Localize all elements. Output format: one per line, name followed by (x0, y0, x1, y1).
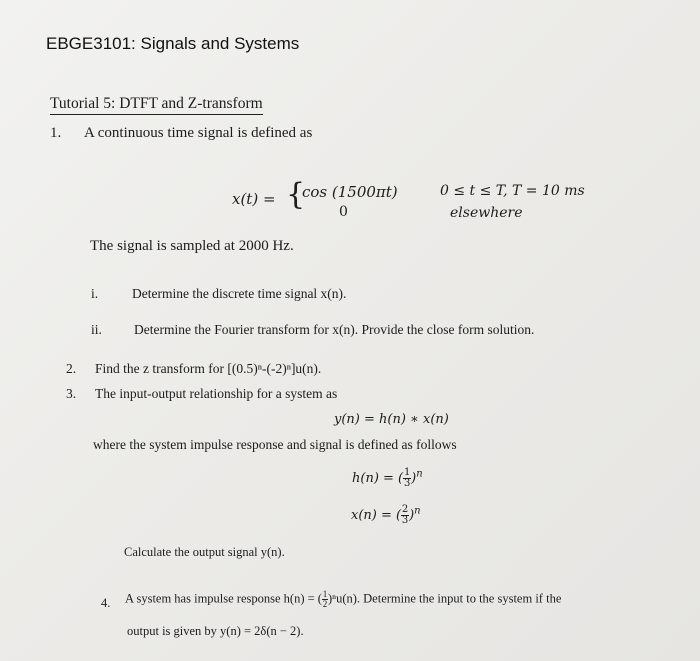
q1-equation-lhs: x(t) = (232, 190, 276, 208)
q1-sub-i-label: i. (91, 286, 99, 301)
q1-text: A continuous time signal is defined as (84, 125, 313, 141)
q2-number: 2. (66, 361, 77, 376)
q4-line2: output is given by y(n) = 2δ(n − 2). (127, 624, 304, 638)
q4-frac-denominator: 2 (322, 599, 328, 609)
q3-calc-text: Calculate the output signal y(n). (124, 545, 285, 559)
q3-x-exponent: n (414, 505, 421, 517)
q3-h-lhs: h(n) = ( (352, 471, 404, 486)
q3-defined-text: where the system impulse response and signal is defined as follows (93, 437, 457, 452)
q4-frac-numerator: 1 (322, 589, 328, 599)
q2-text: Find the z transform for [(0.5)ⁿ-(-2)ⁿ]u(n). (95, 361, 322, 376)
q3-x-equation (351, 505, 421, 526)
q1-case1-expr: cos (1500πt) (302, 183, 398, 201)
q4-number: 4. (101, 596, 111, 610)
q1-brace: { (286, 177, 306, 212)
q3-h-numerator: 1 (403, 467, 411, 478)
q3-x-rhs: ) (409, 508, 415, 523)
q3-equation: y(n) = h(n) ∗ x(n) (334, 412, 449, 427)
q3-x-denominator: 3 (401, 515, 409, 526)
q3-number: 3. (66, 386, 77, 401)
q3-x-numerator: 2 (401, 504, 409, 515)
q3-text: The input-output relationship for a system as (95, 386, 338, 401)
q3-x-lhs: x(n) = ( (351, 508, 402, 523)
q3-h-equation (352, 468, 423, 489)
q1-sub-i-text: Determine the discrete time signal x(n). (132, 286, 347, 301)
q4-line1-pre: A system has impulse response h(n) = ( (125, 591, 322, 606)
q4-line1-post: )ⁿu(n). Determine the input to the system if the (327, 591, 562, 606)
tutorial-title: Tutorial 5: DTFT and Z-transform (50, 95, 263, 115)
q3-h-rhs: ) (411, 471, 417, 486)
q1-case2-expr: 0 (339, 204, 348, 220)
q1-case1-cond: 0 ≤ t ≤ T, T = 10 ms (440, 183, 585, 199)
q4-line1 (125, 590, 561, 609)
q1-sub-ii-text: Determine the Fourier transform for x(n). Provide the close form solution. (134, 322, 535, 337)
q1-sub-ii-label: ii. (91, 322, 102, 337)
q3-h-exponent: n (416, 468, 423, 480)
q1-number: 1. (50, 125, 62, 141)
q1-case2-cond: elsewhere (450, 205, 523, 221)
q1-sampling-text: The signal is sampled at 2000 Hz. (90, 238, 294, 254)
q3-x-fraction (401, 505, 409, 526)
q3-h-fraction (403, 468, 411, 489)
course-title: EBGE3101: Signals and Systems (46, 34, 300, 53)
q3-h-denominator: 3 (403, 478, 411, 489)
